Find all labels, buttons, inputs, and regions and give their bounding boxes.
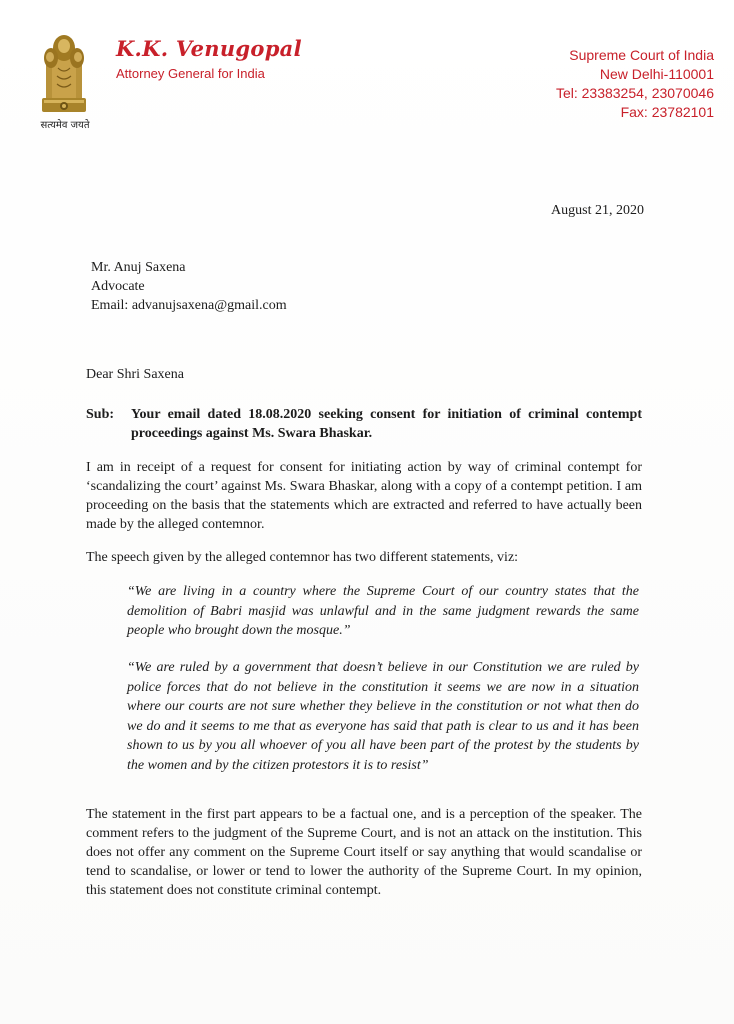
body-paragraph-1: I am in receipt of a request for consent for initiating action by way of criminal contempt for ‘scandalizing the court’ against Ms. Swara Bhaskar, along with a copy of a contempt petition. I am proceeding on the basis that the statements which are extracted and referred to have actually been made by the alleged contemnor. <box>86 460 642 532</box>
recipient-designation: Advocate <box>91 279 145 294</box>
body-paragraph-3: The statement in the first part appears to be a factual one, and is a perception of the speaker. The comment refers to the judgment of the Supreme Court, and is not an attack on the institution. This does not offer any comment on the Supreme Court itself or say anything that would scandalise or tend to scandalise, or lower or tend to lower the authority of the Supreme Court. In my opinion, this statement does not constitute criminal contempt. <box>86 807 642 898</box>
salutation: Dear Shri Saxena <box>86 367 184 382</box>
emblem-motto: सत्यमेव जयते <box>40 120 90 131</box>
issuer-name: K.K. Venugopal <box>116 36 302 61</box>
recipient-block <box>91 258 287 315</box>
body-paragraph-2: The speech given by the alleged contemnor has two different statements, viz: <box>86 550 519 565</box>
letter-date: August 21, 2020 <box>551 203 644 218</box>
recipient-name: Mr. Anuj Saxena <box>91 260 186 275</box>
subject-label: Sub: <box>86 407 115 422</box>
subject-text: Your email dated 18.08.2020 seeking consent for initiation of criminal contempt proceedings against Ms. Swara Bhaskar. <box>131 407 642 441</box>
office-line-2: New Delhi-110001 <box>599 66 714 82</box>
office-fax: Fax: 23782101 <box>620 104 714 120</box>
subject-line <box>86 405 642 443</box>
national-emblem-icon <box>32 24 96 116</box>
quoted-statement-1: “We are living in a country where the Supreme Court of our country states that the demolition of Babri masjid was unlawful and in the same judgment rewards the same people who brought down the mosque.” <box>127 584 639 638</box>
recipient-email: Email: advanujsaxena@gmail.com <box>91 298 287 313</box>
office-telephone: Tel: 23383254, 23070046 <box>555 85 714 101</box>
issuer-title: Attorney General for India <box>116 66 265 81</box>
quoted-statement-2: “We are ruled by a government that doesn’t believe in our Constitution we are ruled by police forces that do not believe in the constitution it seems we are now in a situation where our courts are not sure whether they believe in the constitution or not what then do we do and it seems to me that as everyone has said that path is clear to us and it has been shown to us by you all whoever of you all have been part of the protest by the students by the women and by the citizen protestors it is to resist” <box>127 660 639 773</box>
office-line-1: Supreme Court of India <box>569 47 714 63</box>
office-address-block <box>556 46 714 122</box>
